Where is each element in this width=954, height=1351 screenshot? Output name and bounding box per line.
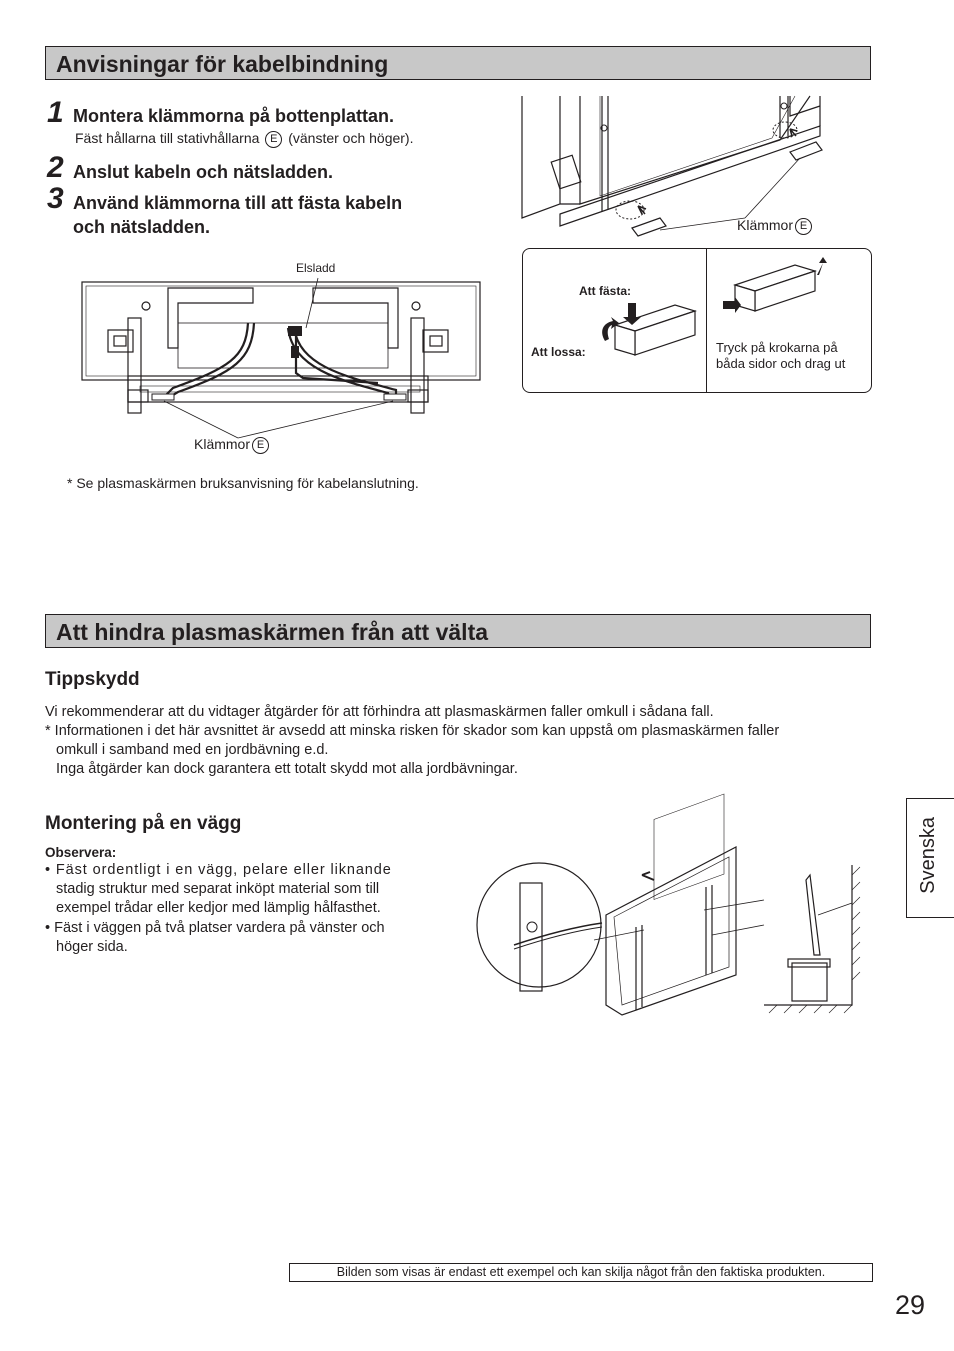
release-label: Att lossa: (531, 345, 586, 359)
wall-mount-illustration (474, 845, 869, 1020)
tippskydd-heading: Tippskydd (45, 669, 140, 690)
clamp-mark: E (265, 131, 282, 148)
step-3-text-line1: Använd klämmorna till att fästa kabeln (73, 193, 403, 213)
section-header-cable (45, 46, 871, 80)
stand-clamps-illustration (520, 96, 872, 246)
page-number: 29 (895, 1290, 926, 1320)
wall-heading: Montering på en vägg (45, 813, 242, 834)
tippskydd-line2: * Informationen i det här avsnittet är avsedd att minska risken för skador som kan uppstå om plasmaskärmen faller (45, 723, 780, 739)
disclaimer-box: Bilden som visas är endast ett exempel och kan skilja något från den faktiska produkten. (289, 1263, 873, 1282)
observe-label: Observera: (45, 845, 117, 860)
step-number-2: 2 (47, 151, 64, 184)
language-tab (906, 798, 954, 918)
wall-bullet1-line2: stadig struktur med separat inköpt material som till (56, 881, 380, 897)
step-1-note-tail: (vänster och höger). (288, 130, 414, 146)
box-divider (706, 248, 707, 393)
cable-routing-illustration (78, 258, 488, 458)
section-title: Anvisningar för kabelbindning (56, 51, 389, 77)
tippskydd-line1: Vi rekommenderar att du vidtager åtgärder för att förhindra att plasmaskärmen faller omkull i sådana fall. (45, 704, 714, 720)
wall-bullet1-line3: exempel trådar eller kedjor med lämplig hålfasthet. (56, 900, 381, 916)
clamps-label-text: Klämmor (194, 436, 251, 452)
step-number-1: 1 (47, 96, 64, 129)
footnote: * Se plasmaskärmen bruksanvisning för kabelanslutning. (67, 475, 419, 491)
clamps-label-main (194, 435, 271, 454)
step-3-text-line2: och nätsladden. (73, 217, 211, 237)
tippskydd-line3: omkull i samband med en jordbävning e.d. (56, 742, 329, 758)
section-header-tip (45, 614, 871, 648)
cable-label: Elsladd (296, 261, 336, 275)
clamps-label-text: Klämmor (737, 217, 794, 233)
section-title: Att hindra plasmaskärmen från att välta (56, 619, 489, 645)
tippskydd-line4: Inga åtgärder kan dock garantera ett totalt skydd mot alla jordbävningar. (56, 761, 518, 777)
clamps-label-top (737, 216, 814, 235)
release-instruction-line1: Tryck på krokarna på (716, 340, 838, 355)
clamp-attach-illustration (595, 295, 705, 375)
clamp-release-illustration (715, 255, 835, 330)
step-1-note (75, 129, 414, 148)
wall-bullet2-line2: höger sida. (56, 939, 128, 955)
step-1-note-text: Fäst hållarna till stativhållarna (75, 130, 260, 146)
attach-label: Att fästa: (579, 284, 632, 298)
clamp-mark: E (795, 218, 812, 235)
step-1-text: Montera klämmorna på bottenplattan. (73, 106, 395, 126)
step-number-3: 3 (47, 182, 64, 215)
release-instruction-line2: båda sidor och drag ut (716, 356, 846, 371)
step-2-text: Anslut kabeln och nätsladden. (73, 162, 334, 182)
clamp-mark: E (252, 437, 269, 454)
wall-bullet2-line1: • Fäst i väggen på två platser vardera på vänster och (45, 920, 385, 936)
wall-bullet1-line1: • Fäst ordentligt i en vägg, pelare eller liknande (45, 862, 392, 878)
language-tab-label: Svenska (917, 817, 939, 894)
